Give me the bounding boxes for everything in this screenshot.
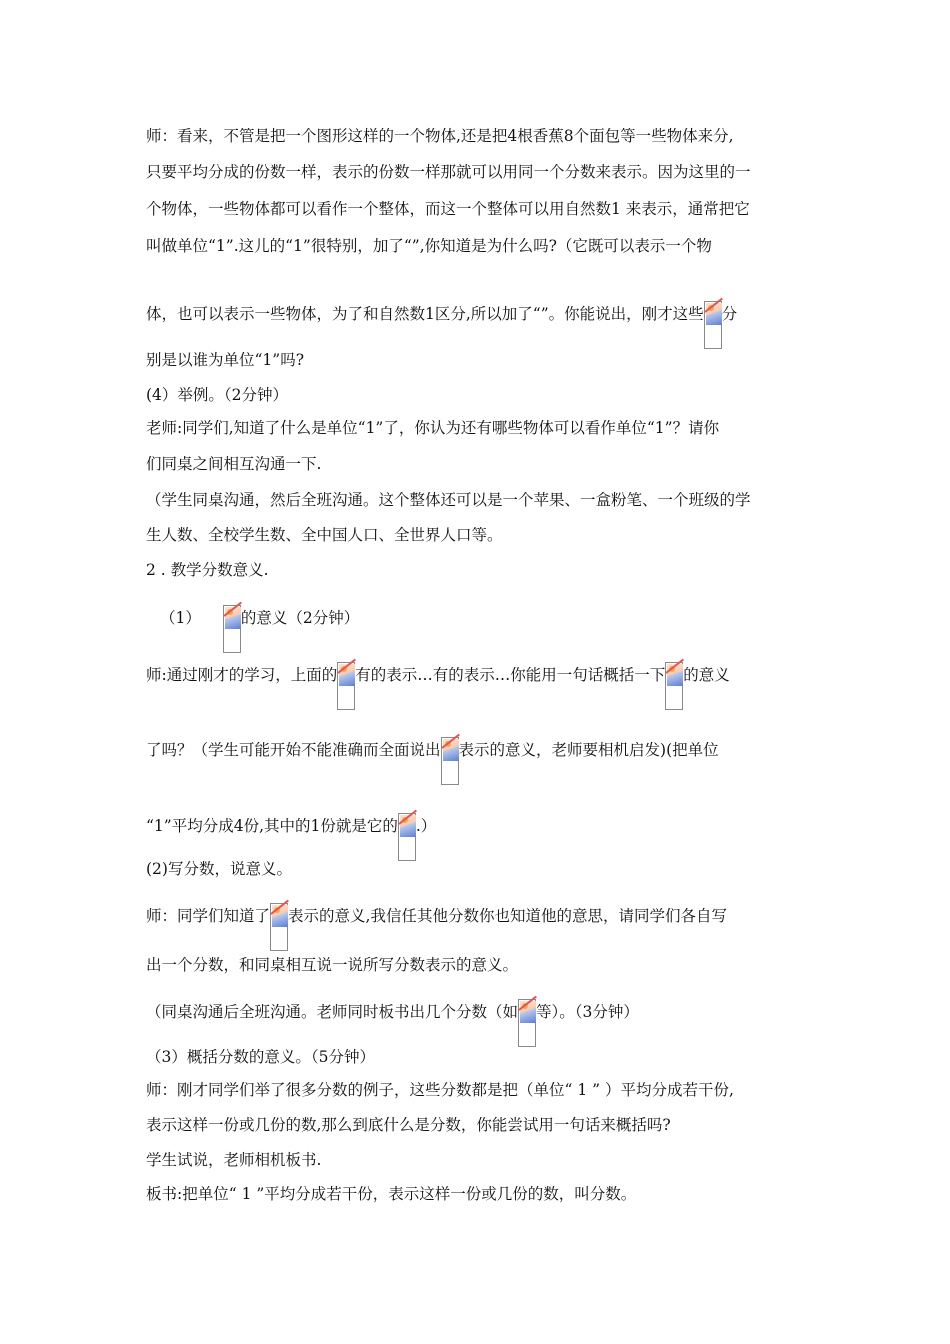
- text-segment: （1）: [160, 609, 201, 627]
- paragraph-line: 表示这样一份或几份的数,那么到底什么是分数，你能尝试用一句话来概括吗?: [146, 1116, 671, 1134]
- fraction-image-icon: [398, 813, 416, 861]
- paragraph-line: 出一个分数，和同桌相互说一说所写分数表示的意义。: [146, 956, 519, 974]
- paragraph-line: 个物体，一些物体都可以看作一个整体，而这一个整体可以用自然数1 来表示，通常把它: [146, 200, 750, 218]
- paragraph-line: 别是以谁为单位“1”吗?: [146, 351, 305, 369]
- paragraph-line: 师：刚才同学们举了很多分数的例子，这些分数都是把（单位“ 1 ” ）平均分成若干份,: [146, 1081, 734, 1099]
- text-segment: 师:通过刚才的学习，上面的: [146, 666, 338, 684]
- text-segment: 表示的意义,我信任其他分数你也知道他的意思，请同学们各自写: [288, 907, 727, 925]
- paragraph-line: 生人数、全校学生数、全中国人口、全世界人口等。: [146, 526, 503, 544]
- paragraph-line: [146, 813, 436, 861]
- paragraph-line: [146, 999, 639, 1047]
- fraction-image-icon: [270, 903, 288, 951]
- text-segment: 的意义（2分钟）: [240, 609, 360, 627]
- text-segment: .）: [415, 817, 437, 835]
- text-segment: 的意义: [683, 666, 730, 684]
- paragraph-line: 叫做单位“1”.这儿的“1”很特别，加了“”,你知道是为什么吗?（它既可以表示一个物: [146, 237, 712, 255]
- paragraph-line: [146, 737, 719, 785]
- text-segment: 表示的意义，老师要相机启发)(把单位: [458, 741, 719, 759]
- paragraph-line: 只要平均分成的份数一样，表示的份数一样那就可以用同一个分数来表示。因为这里的一: [146, 163, 751, 181]
- paragraph-line: （学生同桌沟通，然后全班沟通。这个整体还可以是一个苹果、一盒粉笔、一个班级的学: [146, 491, 751, 509]
- text-segment: 等）。（3分钟）: [536, 1003, 639, 1021]
- blackboard-text: 板书:把单位“ 1 ”平均分成若干份，表示这样一份或几份的数，叫分数。: [146, 1185, 637, 1203]
- section-heading: 2 . 教学分数意义.: [146, 561, 269, 579]
- paragraph-line: 们同桌之间相互沟通一下.: [146, 455, 322, 473]
- paragraph-line: [146, 662, 730, 710]
- text-segment: 有的表示…有的表示…你能用一句话概括一下: [355, 666, 666, 684]
- fraction-image-icon: [223, 605, 241, 653]
- section-heading: (4）举例。（2分钟）: [146, 386, 289, 404]
- text-segment: 分: [721, 305, 738, 323]
- paragraph-line: [146, 301, 737, 349]
- text-segment: “1”平均分成4份,其中的1份就是它的: [146, 817, 398, 835]
- paragraph-line: [146, 903, 727, 951]
- section-heading: （3）概括分数的意义。（5分钟）: [146, 1048, 375, 1066]
- paragraph-line: 老师:同学们,知道了什么是单位“1”了，你认为还有哪些物体可以看作单位“1”？请你: [146, 419, 720, 437]
- fraction-image-icon: [337, 662, 355, 710]
- text-segment: 了吗？（学生可能开始不能准确而全面说出: [146, 741, 441, 759]
- text-segment: 体，也可以表示一些物体，为了和自然数1区分,所以加了“”。你能说出，刚才这些: [146, 305, 704, 323]
- fraction-image-icon: [518, 999, 536, 1047]
- fraction-image-icon: [441, 737, 459, 785]
- paragraph-line: 师：看来，不管是把一个图形这样的一个物体,还是把4根香蕉8个面包等一些物体来分,: [146, 127, 734, 145]
- section-heading: (2)写分数，说意义。: [146, 860, 292, 878]
- paragraph-line: 学生试说，老师相机板书.: [146, 1151, 322, 1169]
- text-segment: 师：同学们知道了: [146, 907, 271, 925]
- text-segment: （同桌沟通后全班沟通。老师同时板书出几个分数（如: [146, 1003, 519, 1021]
- subsection-heading: [160, 605, 359, 653]
- fraction-image-icon: [704, 301, 722, 349]
- fraction-image-icon: [665, 662, 683, 710]
